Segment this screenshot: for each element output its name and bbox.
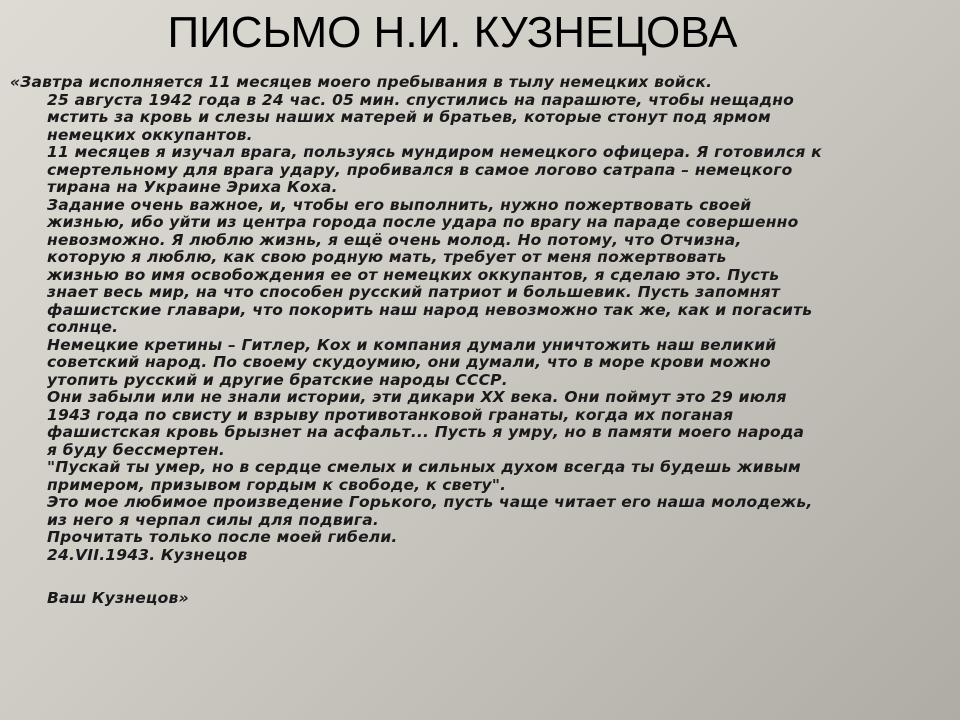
letter-line: Прочитать только после моей гибели. [47, 528, 398, 546]
letter-line: Задание очень важное, и, чтобы его выполнить, нужно пожертвовать своей [47, 195, 752, 214]
letter-line: невозможно. Я люблю жизнь, я ещё очень молод. Но потому, что Отчизна, [47, 230, 742, 249]
letter-line: которую я люблю, как свою родную мать, требует от меня пожертвовать [47, 248, 727, 266]
letter-signature: Ваш Кузнецов» [47, 588, 189, 607]
letter-line: тирана на Украине Эриха Коха. [47, 178, 338, 196]
letter-line: из него я черпал силы для подвига. [47, 510, 379, 529]
letter-line: мстить за кровь и слезы наших матерей и братьев, которые стонут под ярмом [47, 108, 771, 126]
letter-line: знает весь мир, на что способен русский патриот и большевик. Пусть запомнят [47, 283, 781, 301]
letter-line: 25 августа 1942 года в 24 час. 05 мин. спустились на парашюте, чтобы нещадно [47, 90, 794, 109]
letter-line: Они забыли или не знали истории, эти дикари XX века. Они поймут это 29 июля [47, 388, 787, 406]
letter-line: Немецкие кретины – Гитлер, Кох и компания думали уничтожить наш великий [47, 335, 777, 354]
letter-line: немецких оккупантов. [47, 125, 253, 144]
letter-line: я буду бессмертен. [47, 440, 225, 459]
letter-line: солнце. [47, 318, 119, 336]
letter-line: «Завтра исполняется 11 месяцев моего пребывания в тылу немецких войск. [10, 73, 713, 91]
letter-line: 1943 года по свисту и взрыву противотанковой гранаты, когда их поганая [47, 405, 734, 424]
letter-line: Это мое любимое произведение Горького, пусть чаще читает его наша молодежь, [47, 493, 813, 511]
slide-title: ПИСЬМО Н.И. КУЗНЕЦОВА [167, 8, 738, 57]
letter-text [10, 74, 952, 607]
blank-line [10, 564, 952, 582]
letter-line: фашистская кровь брызнет на асфальт... Пусть я умру, но в памяти моего народа [47, 423, 805, 441]
letter-line: смертельному для врага удару, пробивался в самое логово сатрапа – немецкого [47, 160, 793, 179]
letter-line: фашистские главари, что покорить наш народ невозможно так же, как и погасить [47, 300, 813, 319]
letter-line: советский народ. По своему скудоумию, они думали, что в море крови можно [47, 353, 771, 371]
letter-line: 24.VII.1943. Кузнецов [47, 545, 248, 564]
letter-line: утопить русский и другие братские народы СССР. [47, 370, 508, 389]
letter-line: жизнью, ибо уйти из центра города после удара по врагу на параде совершенно [47, 213, 799, 231]
letter-line: 11 месяцев я изучал врага, пользуясь мундиром немецкого офицера. Я готовился к [47, 143, 822, 161]
letter-line: жизнью во имя освобождения ее от немецких оккупантов, я сделаю это. Пусть [47, 265, 780, 284]
letter-line: "Пускай ты умер, но в сердце смелых и сильных духом всегда ты будешь живым [47, 458, 801, 476]
letter-line: примером, призывом гордым к свободе, к свету". [47, 475, 507, 494]
